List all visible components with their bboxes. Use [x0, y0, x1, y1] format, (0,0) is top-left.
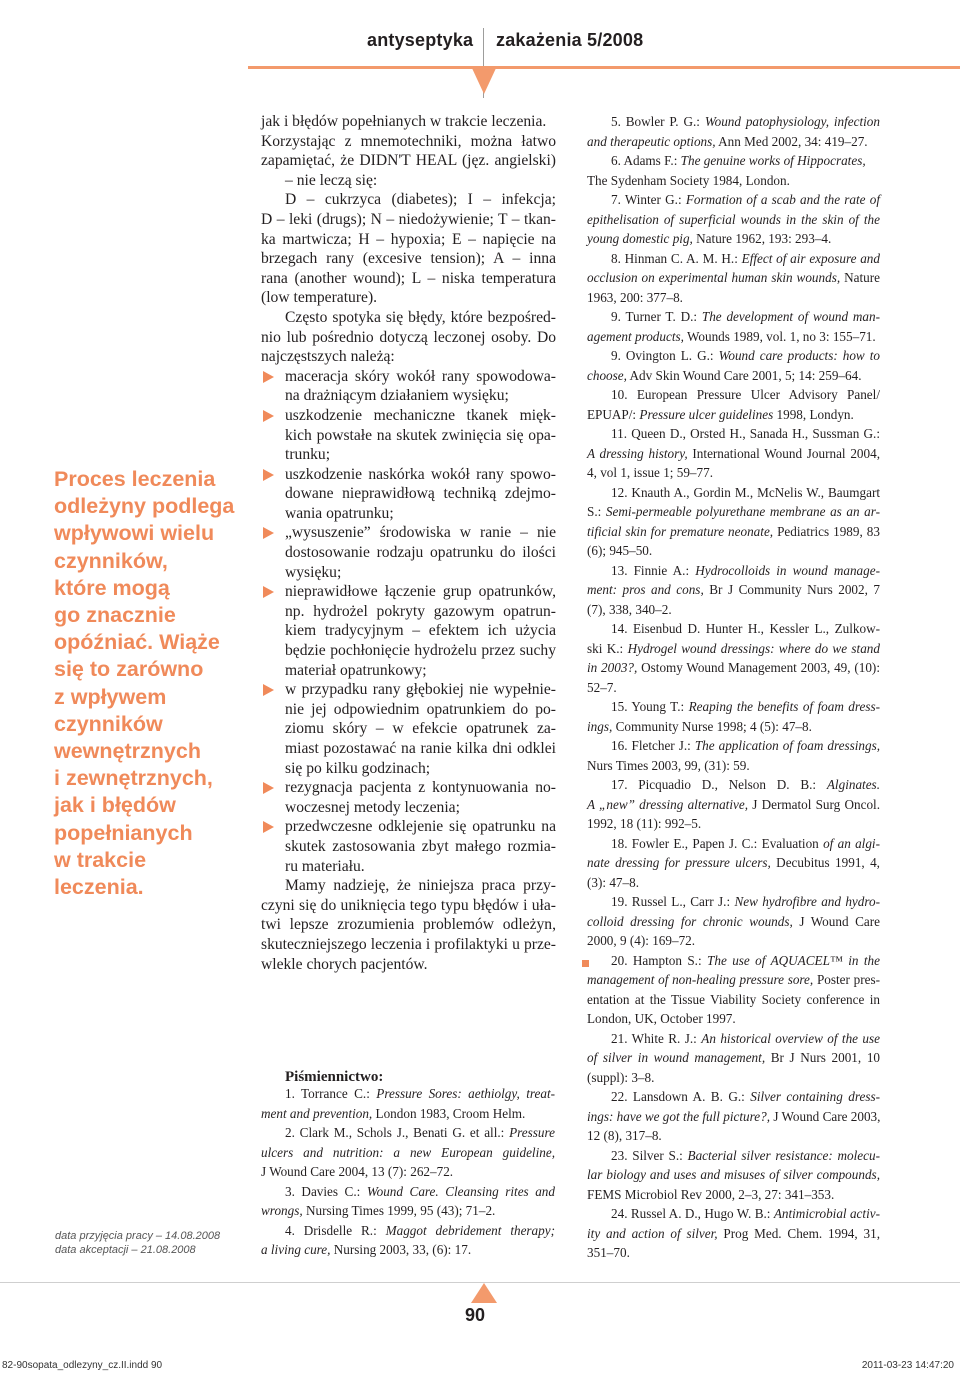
body-line: miast pozostawać na ranie kilka dni odklei [285, 740, 556, 757]
body-line: będzie pochłonięcie hydrożelu przez suchy [285, 642, 556, 660]
pull-quote-line: go znacznie [54, 603, 176, 628]
reference-line: 24. Russel A. D., Hugo W. B.: Antimicrobial activ- [611, 1206, 880, 1221]
reference-line: 13. Finnie A.: Hydrocolloids in wound manage- [611, 562, 880, 578]
body-line: wania opatrunku; [285, 504, 394, 522]
bullet-line: przedwczesne odklejenie się opatrunku na [261, 817, 556, 837]
body-line: kich powstałe na skutek zwinięcia się opa- [285, 426, 556, 444]
body-text-column [261, 112, 556, 974]
reference-line: 22. Lansdown A. B. G.: Silver containing dress- [611, 1089, 880, 1104]
bullet-line: w przypadku rany głębokiej nie wypełnie- [261, 680, 556, 700]
body-line: wlekle chorych pacjentów. [261, 955, 556, 975]
reference-line: 19. Russel L., Carr J.: New hydrofibre and hydro- [611, 894, 880, 909]
pull-quote-line: leczenia. [54, 875, 144, 900]
reference-line: 52–7. [587, 679, 617, 695]
body-line: nio lub pośrednio dotyczą leczonej osoby. Do [261, 328, 556, 346]
body-line: – nie leczą się: [285, 171, 378, 189]
reference-line: management of non-healing pressure sore, Poster pres- [587, 972, 880, 987]
reference-line: ings, Community Nurse 1998; 4 (5): 47–8. [587, 718, 812, 734]
bibliography-heading: Piśmiennictwo: [285, 1069, 384, 1085]
reference-line: 2. Clark M., Schols J., Benati G. et all.: Pressure [285, 1125, 555, 1140]
reference-line: choose, Adv Skin Wound Care 2001, 5; 14: 259–64. [587, 367, 862, 383]
reference-line: ment and prevention, London 1983, Croom Helm. [261, 1105, 526, 1121]
reference-line: 2000, 9 (4): 169–72. [587, 933, 696, 948]
reference-line: 9. Ovington L. G.: Wound care products: how to [611, 348, 880, 363]
body-line: Mamy nadzieję, że niniejsza praca przy- [285, 877, 556, 895]
reference-line: in 2003?, Ostomy Wound Management 2003, 49, (10): [587, 660, 880, 675]
body-line: najczęstszych należą: [261, 348, 395, 366]
body-line: wysięku; [285, 563, 342, 581]
reference-line: entation at the Tissue Viability Society conference in [587, 991, 880, 1007]
body-line: D – leki (drugs); N – niedożywienie; T – tkan- [261, 210, 556, 228]
bullet-line: uszkodzenie mechaniczne tkanek mięk- [261, 406, 556, 426]
print-slug-file: 82-90sopata_odlezyny_cz.II.indd 90 [2, 1360, 163, 1371]
bullet-line: nieprawidłowe łączenie grup opatrunków, [261, 582, 556, 602]
reference-line: J Wound Care 2004, 13 (7): 262–72. [261, 1164, 454, 1179]
reference-line: 351–70. [587, 1245, 630, 1260]
body-line: (low temperature). [261, 289, 378, 307]
reference-line: 20. Hampton S.: The use of AQUACEL™ in the [611, 952, 880, 968]
reference-line: wrongs, Nursing Times 1999, 95 (43); 71–2. [261, 1203, 496, 1218]
reference-line: EPUAP/: Pressure ulcer guidelines 1998, Londyn. [587, 406, 854, 422]
reference-line: FEMS Microbiol Rev 2000, 2–3, 27: 341–353. [587, 1186, 835, 1202]
reference-line: 8. Hinman C. A. M. H.: Effect of air exposure and [611, 250, 880, 266]
body-line: nie jej odpowiednim opatrunkiem do po- [285, 700, 556, 718]
body-line: kiem tradycyjnym – efektem ich użycia [285, 622, 556, 640]
reference-line: 21. White R. J.: An historical overview of the use [611, 1030, 881, 1046]
reference-line: (6); 945–50. [587, 543, 653, 558]
reference-line: ment: pros and cons, Br J Community Nurs 2002, 7 [587, 582, 880, 597]
reference-line: nate dressing for pressure ulcers, Decubitus 1991, 4, [587, 855, 880, 870]
body-line: materiał opatrunkowy; [285, 661, 427, 679]
reference-line: 1963, 200: 377–8. [587, 289, 683, 305]
reference-line: A „new” dressing alternative, J Dermatol Surg Oncol. [587, 796, 881, 812]
pull-quote-line: się to zarówno [54, 657, 204, 682]
reference-line: colloid dressing for chronic wounds, J Wound Care [587, 913, 880, 929]
reference-line: (suppl): 3–8. [587, 1069, 655, 1085]
body-line: Często spotyka się błędy, które bezpośred- [285, 308, 556, 326]
footer-triangle-marker [471, 1283, 497, 1303]
reference-line: London, UK, October 1997. [587, 1011, 736, 1026]
body-line: skutek zastosowania zbyt małego rozmia- [285, 837, 556, 855]
pull-quote-line: które mogą [54, 575, 170, 600]
body-line: D – cukrzyca (diabetes); I – infekcja; [285, 191, 556, 209]
reference-line: 9. Turner T. D.: The development of wound man- [611, 309, 881, 324]
pull-quote-line: jak i błędów [54, 793, 176, 818]
reference-line: ity and action of silver, Prog Med. Chem. 1994, 31, [587, 1225, 880, 1241]
body-line: czyni się do uniknięcia tego typu błędów i uła- [261, 896, 556, 914]
reference-line: (7), 338, 340–2. [587, 601, 672, 617]
reference-line: 3. Davies C.: Wound Care. Cleansing rites and [285, 1183, 555, 1199]
body-line: jak i błędów popełnianych w trakcie leczenia. [261, 113, 547, 130]
body-line: Korzystając z mnemotechniki, można łatwo [261, 132, 556, 150]
pull-quote-line: czynników, [54, 548, 168, 573]
reference-line: a living cure, Nursing 2003, 33, (6): 17. [261, 1242, 472, 1257]
date-received: data przyjęcia pracy – 14.08.2008 [55, 1230, 221, 1242]
body-line: trunku; [285, 446, 331, 464]
body-line: zapamiętać, że DIDN'T HEAL (jęz. angielski) [261, 152, 556, 170]
journal-section-title: antyseptyka [367, 30, 474, 50]
reference-line: A dressing history, International Wound Journal 2004, [587, 445, 880, 461]
reference-line: S.: Semi-permeable polyurethane membrane as an ar- [587, 504, 881, 519]
reference-line: 5. Bowler P. G.: Wound patophysiology, infection [611, 114, 880, 129]
pull-quote-line: i zewnętrznych, [54, 766, 213, 791]
bibliography-list-right [587, 112, 880, 1263]
body-line: ka martwicza; H – hypoxia; E – napięcie na [261, 230, 556, 248]
body-line: się po kilku godzinach; [285, 759, 431, 777]
body-line: rana (another wound); L – niska temperatura [261, 269, 556, 287]
bullet-line: uszkodzenie naskórka wokół rany spowo- [261, 465, 556, 485]
reference-line: 23. Silver S.: Bacterial silver resistance: molecu- [611, 1147, 880, 1163]
body-line: dostosowanie rodzaju opatrunku do ilości [285, 544, 556, 562]
bullet-line: „wysuszenie” środowiska w ranie – nie [261, 523, 556, 543]
reference-line: of silver in wound management, Br J Nurs 2001, 10 [587, 1050, 881, 1065]
reference-line: 4. Drisdelle R.: Maggot debridement therapy; [285, 1222, 555, 1238]
journal-issue-title: zakażenia 5/2008 [496, 30, 644, 50]
page-number: 90 [465, 1305, 486, 1325]
body-line: ziomu skóry – w efekcie opatrunek za- [285, 720, 556, 738]
reference-line: ings: have we got the full picture?, J Wound Care 2003, [587, 1108, 881, 1124]
reference-line: 16. Fletcher J.: The application of foam dressings, [611, 738, 880, 753]
reference-line: 10. European Pressure Ulcer Advisory Panel/ [611, 387, 880, 402]
body-line: twi lepsze zrozumienia problemów odleżyn, [261, 916, 556, 934]
reference-line: 1. Torrance C.: Pressure Sores: aethiolgy, treat- [285, 1086, 556, 1101]
reference-line: 1992, 18 (11): 992–5. [587, 816, 702, 831]
body-line: dowane nieprawidłową techniką zdejmo- [285, 485, 556, 503]
pull-quote-line: odleżyny podlega [54, 494, 235, 519]
pull-quote-line: opóźniać. Wiąże [54, 630, 220, 655]
reference-line: Nurs Times 2003, 99, (31): 59. [587, 757, 750, 773]
pull-quote-line: w trakcie [54, 847, 147, 872]
pull-quote-line: Proces leczenia [54, 467, 216, 491]
reference-line: ulcers and nutrition: a new European guideline, [261, 1144, 555, 1160]
body-line: woczesnej metody leczenia; [285, 798, 460, 816]
reference-line: tificial skin for premature neonate, Pediatrics 1989, 83 [587, 523, 880, 539]
reference-line: agement products, Wounds 1989, vol. 1, no 3: 155–71. [587, 328, 876, 344]
reference-line: 6. Adams F.: The genuine works of Hippocrates, [611, 153, 866, 168]
reference-line: 14. Eisenbud D. Hunter H., Kessler L., Zulkow- [611, 621, 880, 636]
reference-line: young domestic pig, Nature 1962, 193: 293–4. [587, 231, 832, 246]
print-slug-timestamp: 2011-03-23 14:47:20 [861, 1360, 954, 1371]
bibliography-list-left [261, 1084, 555, 1260]
header-triangle-marker [471, 66, 497, 94]
body-line: skuteczniejszego leczenia i profilaktyki u prze- [261, 935, 556, 953]
reference-line: 11. Queen D., Orsted H., Sanada H., Sussman G.: [611, 426, 880, 441]
date-accepted: data akceptacji – 21.08.2008 [55, 1244, 196, 1256]
body-line: brzegach rany (excesive tension); A – inna [261, 250, 556, 268]
reference-line: 12. Knauth A., Gordin M., McNelis W., Baumgart [611, 484, 880, 500]
pull-quote-line: czynników [54, 711, 163, 736]
bullet-line: rezygnacja pacjenta z kontynuowania no- [261, 778, 556, 798]
body-line: na drażniącym działaniem wysięku; [285, 387, 509, 405]
pull-quote-line: wpływowi wielu [54, 521, 215, 546]
reference-line: 17. Picquadio D., Nelson D. B.: Alginates. [611, 777, 880, 792]
body-line: np. hydrożel pokryty gazowym opatrun- [285, 602, 556, 620]
reference-line: epithelisation of superficial wounds in the skin of the [587, 211, 880, 227]
pull-quote-line: z wpływem [54, 684, 167, 709]
body-line: ru materiału. [285, 857, 365, 875]
reference-line: 4, vol 1, issue 1; 59–77. [587, 465, 714, 480]
reference-line: 12 (8), 317–8. [587, 1128, 662, 1143]
pull-quote-line: popełnianych [54, 820, 193, 845]
reference-line: ski K.: Hydrogel wound dressings: where do we stand [587, 640, 880, 656]
reference-line: lar biology and uses and misuses of silver compounds, [587, 1167, 880, 1182]
reference-line: and therapeutic options, Ann Med 2002, 34: 419–27. [587, 133, 868, 149]
reference-line: The Sydenham Society 1984, London. [587, 172, 790, 188]
reference-line: occlusion on experimental human skin wounds, Nature [587, 270, 881, 285]
pull-quote-line: wewnętrznych [54, 739, 201, 764]
header-rule [248, 66, 960, 69]
article-dates [55, 1229, 220, 1257]
bullet-line: maceracja skóry wokół rany spowodowa- [261, 367, 556, 387]
reference-line: 7. Winter G.: Formation of a scab and the rate of [611, 192, 880, 207]
reference-line: 18. Fowler E., Papen J. C.: Evaluation of an algi- [611, 835, 880, 851]
reference-line: 15. Young T.: Reaping the benefits of foam dress- [611, 699, 880, 714]
pull-quote [54, 466, 244, 901]
reference-line: (3): 47–8. [587, 874, 640, 890]
